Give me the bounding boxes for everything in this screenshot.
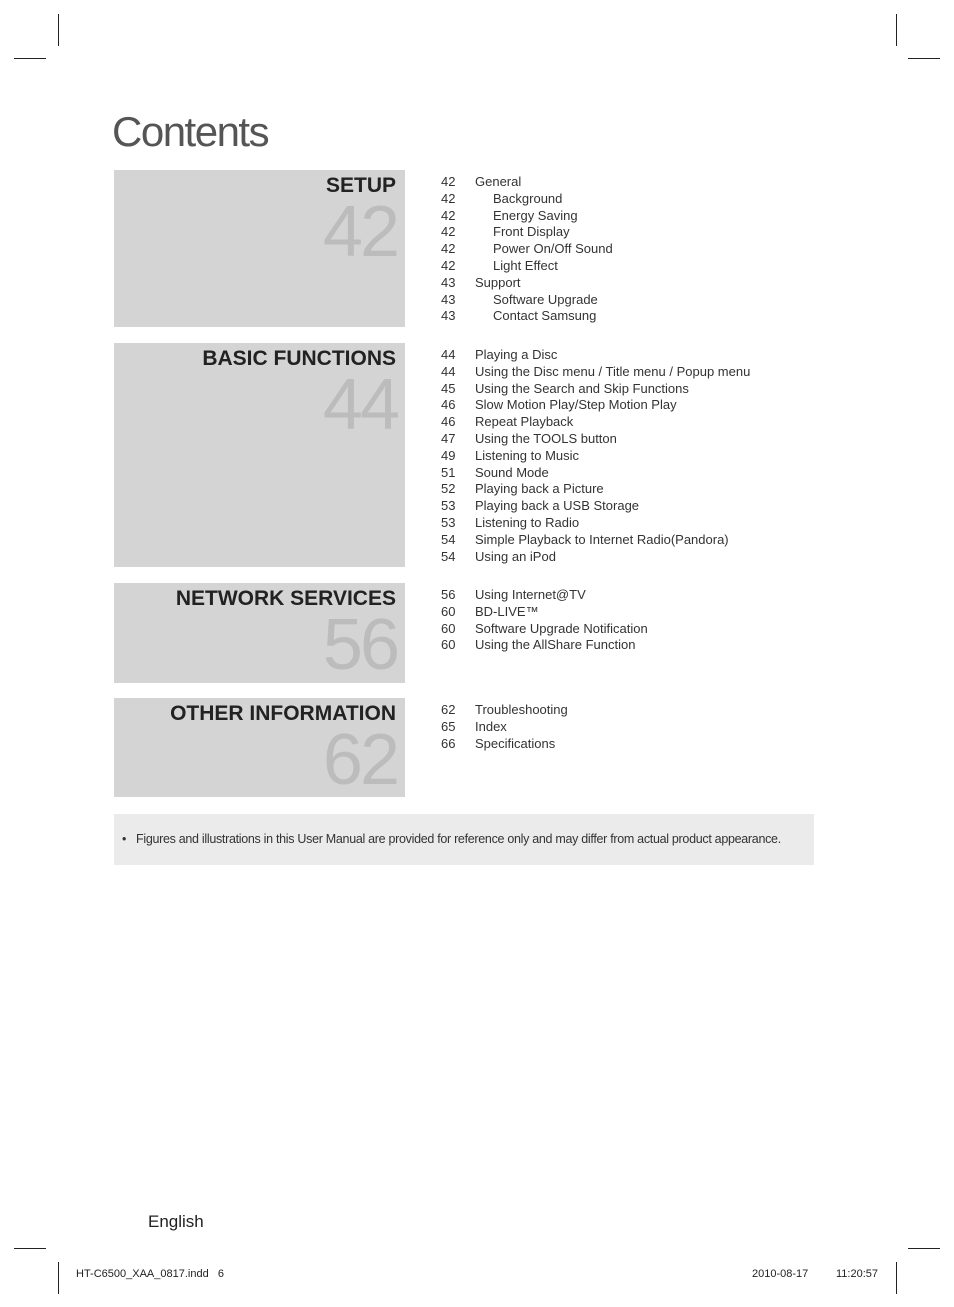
toc-list [441,174,613,325]
crop-mark [896,1262,897,1294]
section-name: OTHER INFORMATION [170,702,396,725]
toc-entry-label: Power On/Off Sound [493,241,613,257]
page-title: Contents [112,108,269,155]
toc-entry [441,702,568,719]
toc-entry-label: Using the Search and Skip Functions [475,380,689,396]
toc-page-number: 62 [441,702,456,717]
toc-entry [441,347,750,364]
toc-entry [441,431,750,448]
toc-entry-label: BD-LIVE™ [475,603,539,619]
toc-page-number: 54 [441,548,456,564]
toc-entry [441,465,750,482]
toc-page-number: 46 [441,414,456,430]
toc-list [441,347,750,565]
note-text: Figures and illustrations in this User Manual are provided for reference only and may differ from actual product appearance. [136,832,781,846]
section-number: 56 [322,605,397,685]
toc-entry [441,515,750,532]
toc-page-number: 47 [441,430,456,446]
crop-mark [58,1262,59,1294]
toc-entry-label: Using the AllShare Function [475,637,636,653]
toc-page-number: 66 [441,735,456,751]
toc-entry [441,308,613,325]
toc-page-number: 44 [441,347,456,362]
toc-page-number: 42 [441,207,456,223]
toc-entry-label: Background [493,190,563,206]
toc-entry-label: Support [475,274,521,290]
toc-entry [441,587,648,604]
toc-entry-label: Energy Saving [493,207,578,223]
toc-entry-label: Slow Motion Play/Step Motion Play [475,397,677,413]
section-basic-functions [114,343,914,567]
toc-page-number: 65 [441,718,456,734]
toc-entry-label: Sound Mode [475,464,549,480]
section-network-services [114,583,914,683]
toc-page-number: 49 [441,447,456,463]
toc-page-number: 60 [441,620,456,636]
toc-entry [441,532,750,549]
toc-page-number: 52 [441,481,456,497]
crop-mark [58,14,59,46]
toc-page-number: 43 [441,291,456,307]
toc-entry [441,397,750,414]
toc-entry [441,292,613,309]
toc-page-number: 56 [441,587,456,602]
toc-entry [441,191,613,208]
toc-entry [441,241,613,258]
toc-entry-label: General [475,174,522,189]
section-box [114,583,405,683]
toc-entry [441,549,750,566]
toc-entry-label: Using the TOOLS button [475,430,617,446]
section-name: SETUP [325,174,396,197]
toc-page-number: 42 [441,257,456,273]
section-box [114,698,405,800]
toc-entry-label: Using Internet@TV [475,587,586,602]
toc-list [441,587,648,654]
toc-entry [441,381,750,398]
toc-page-number: 60 [441,637,456,653]
toc-entry [441,448,750,465]
toc-entry [441,498,750,515]
toc-list [441,702,568,752]
toc-page-number: 46 [441,397,456,413]
toc-page-number: 53 [441,514,456,530]
bullet-icon: • [122,832,127,846]
toc-entry-label: Simple Playback to Internet Radio(Pandora) [475,531,729,547]
toc-page-number: 51 [441,464,456,480]
toc-entry [441,604,648,621]
toc-entry-label: Listening to Radio [475,514,580,530]
toc-entry [441,208,613,225]
toc-entry-label: Using the Disc menu / Title menu / Popup menu [475,363,751,379]
toc-entry [441,481,750,498]
section-other-information [114,698,914,800]
toc-page-number: 53 [441,498,456,514]
slug-time: 11:20:57 [836,1268,879,1280]
toc-entry-label: Using an iPod [475,548,556,564]
toc-entry-label: Troubleshooting [475,702,568,717]
toc-entry [441,736,568,753]
toc-entry-label: Contact Samsung [493,308,597,324]
toc-entry [441,414,750,431]
section-number: 62 [322,720,397,800]
toc-entry [441,224,613,241]
section-name: BASIC FUNCTIONS [202,347,396,370]
toc-page-number: 45 [441,380,456,396]
toc-entry [441,258,613,275]
toc-page-number: 60 [441,603,456,619]
toc-entry-label: Specifications [475,735,556,751]
toc-page-number: 44 [441,363,456,379]
toc-entry [441,719,568,736]
toc-page-number: 42 [441,174,456,189]
toc-entry-label: Software Upgrade [493,291,598,307]
footer-language: English [148,1212,204,1231]
crop-mark [14,1248,46,1249]
toc-entry-label: Playing a Disc [475,347,558,362]
note-box [114,814,814,865]
toc-entry [441,174,613,191]
toc-entry-label: Playing back a Picture [475,481,604,497]
crop-mark [908,58,940,59]
toc-entry [441,364,750,381]
section-box [114,170,405,327]
toc-entry-label: Repeat Playback [475,414,574,430]
toc-entry-label: Front Display [493,224,570,240]
crop-mark [14,58,46,59]
toc-entry-label: Light Effect [493,257,558,273]
slug-date: 2010-08-17 [752,1268,809,1280]
slug-filename: HT-C6500_XAA_0817.indd 6 [76,1268,224,1280]
toc-entry-label: Software Upgrade Notification [475,620,648,636]
crop-mark [908,1248,940,1249]
toc-page-number: 43 [441,308,456,324]
toc-page-number: 43 [441,274,456,290]
toc-page-number: 42 [441,224,456,240]
toc-entry [441,621,648,638]
toc-entry [441,637,648,654]
section-name: NETWORK SERVICES [175,587,396,610]
section-number: 42 [322,192,397,272]
toc-entry-label: Playing back a USB Storage [475,498,640,514]
toc-entry-label: Index [475,718,507,734]
toc-page-number: 54 [441,531,456,547]
toc-entry [441,275,613,292]
section-setup [114,170,914,327]
section-box [114,343,405,567]
crop-mark [896,14,897,46]
toc-entry-label: Listening to Music [475,447,580,463]
toc-page-number: 42 [441,241,456,257]
toc-page-number: 42 [441,190,456,206]
section-number: 44 [322,365,397,445]
